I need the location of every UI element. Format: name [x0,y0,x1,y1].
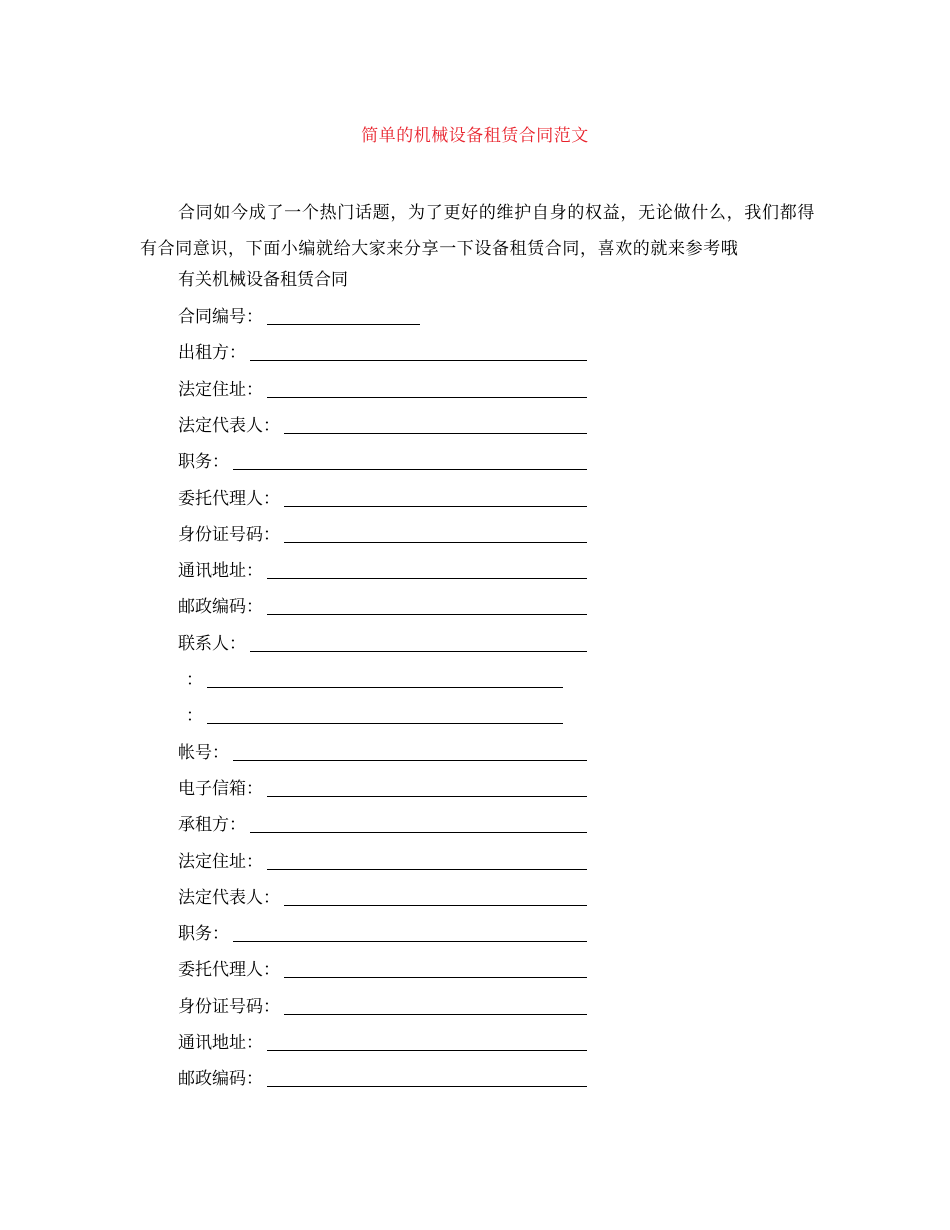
field-lessee-position [178,919,587,949]
field-lessee-postal-code [178,1064,587,1094]
blank-line [267,869,587,870]
blank-line [284,542,587,543]
field-lessee-address [178,847,587,877]
blank-line [267,397,587,398]
field-label: 法定住址： [178,852,263,872]
field-lessee [178,810,587,840]
field-label: 身份证号码： [178,997,280,1017]
field-unlabeled-1 [186,665,563,695]
blank-line [284,433,587,434]
field-label: 通讯地址： [178,561,263,581]
blank-line [233,760,587,761]
blank-line [267,324,420,325]
field-lessor-email [178,774,587,804]
field-label: 邮政编码： [178,1069,263,1089]
field-label: 承租方： [178,815,246,835]
field-lessee-id-number [178,992,587,1022]
field-label: 联系人： [178,634,246,654]
intro-paragraph: 合同如今成了一个热门话题，为了更好的维护自身的权益，无论做什么，我们都得有合同意识，下面小编就给大家来分享一下设备租赁合同，喜欢的就来参考哦 [140,203,815,259]
field-lessor-address [178,375,587,405]
document-title: 简单的机械设备租赁合同范文 [361,126,589,146]
contract-subheading: 有关机械设备租赁合同 [178,270,348,290]
field-label: 职务： [178,452,229,472]
field-label: 法定代表人： [178,888,280,908]
field-lessor-id-number [178,520,587,550]
field-label: 法定住址： [178,380,263,400]
field-label: 合同编号： [178,307,263,327]
field-unlabeled-2 [186,701,563,731]
blank-line [267,1086,587,1087]
field-lessee-mailing-address [178,1028,587,1058]
field-label: 职务： [178,924,229,944]
blank-line [250,832,587,833]
field-lessor-postal-code [178,592,587,622]
blank-line [267,614,587,615]
blank-line [267,1050,587,1051]
blank-line [284,977,587,978]
blank-line [284,905,587,906]
field-label: ： [186,670,203,690]
field-lessor-representative [178,411,587,441]
field-lessor-mailing-address [178,556,587,586]
field-label: 通讯地址： [178,1033,263,1053]
field-lessee-agent [178,955,587,985]
blank-line [267,796,587,797]
field-lessor-contact [178,629,587,659]
blank-line [250,360,587,361]
field-lessor-agent [178,484,587,514]
blank-line [284,506,587,507]
field-label: 身份证号码： [178,525,280,545]
field-lessor-position [178,447,587,477]
field-lessee-representative [178,883,587,913]
field-label: 电子信箱： [178,779,263,799]
field-lessor [178,338,587,368]
field-label: 法定代表人： [178,416,280,436]
field-label: 出租方： [178,343,246,363]
field-lessor-account [178,738,587,768]
field-label: ： [186,706,203,726]
blank-line [284,1014,587,1015]
field-contract-number [178,302,420,332]
field-label: 邮政编码： [178,597,263,617]
field-label: 帐号： [178,743,229,763]
blank-line [250,651,587,652]
blank-line [207,687,563,688]
blank-line [233,469,587,470]
field-label: 委托代理人： [178,960,280,980]
field-label: 委托代理人： [178,489,280,509]
blank-line [207,723,563,724]
blank-line [233,941,587,942]
blank-line [267,578,587,579]
